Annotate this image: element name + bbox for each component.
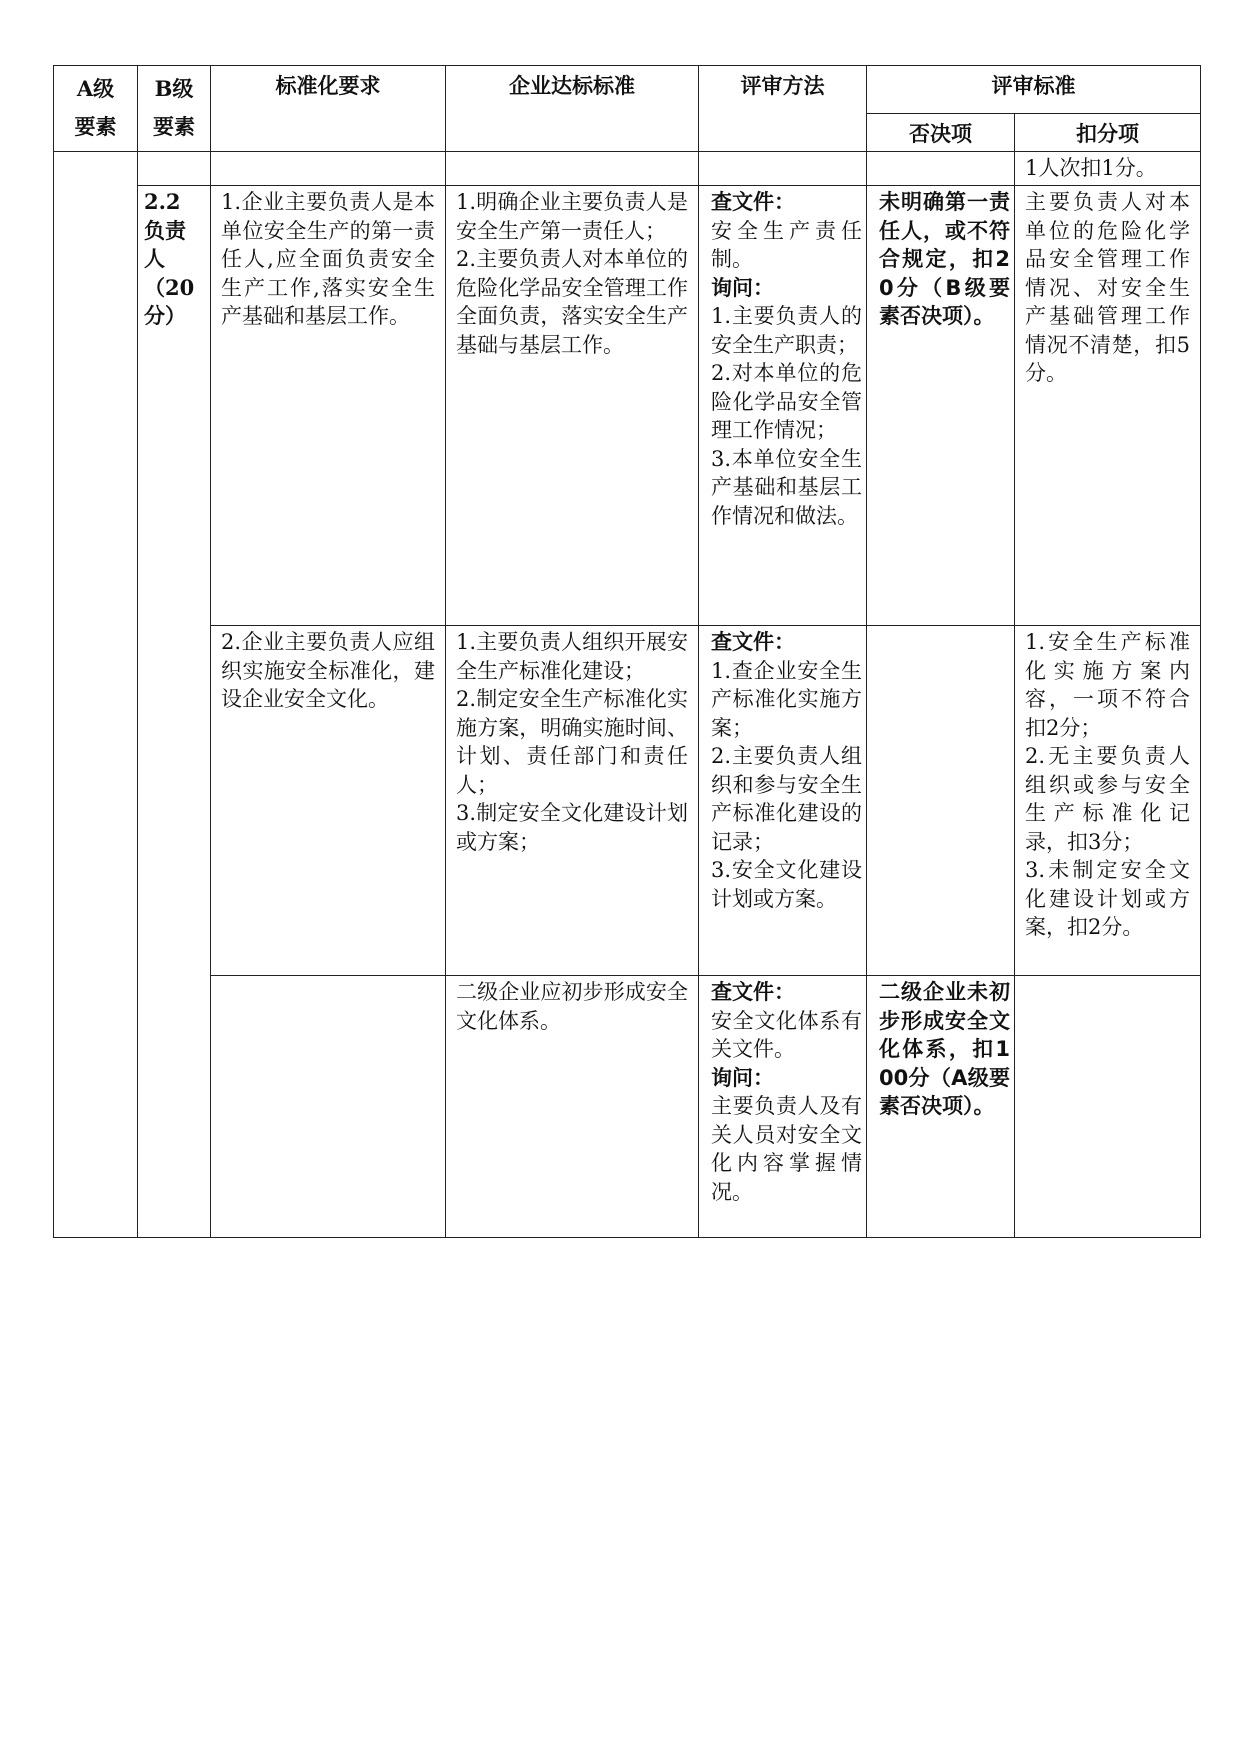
- a-element-cell: [54, 152, 138, 1238]
- r3-method-text: 安全文化体系有关文件。: [711, 1008, 862, 1061]
- r2-deduct-item: 3.未制定安全文化建设计划或方案，扣2分。: [1025, 858, 1190, 939]
- carry-deduct-cell: 1人次扣1分。: [1015, 152, 1201, 186]
- carry-b-cell: [138, 152, 211, 186]
- r3-standard: 二级企业应初步形成安全文化体系。: [446, 976, 699, 1238]
- r3-deduct: [1015, 976, 1201, 1238]
- r1-standard: [446, 186, 699, 626]
- r3-requirement: [211, 976, 446, 1238]
- carry-method-cell: [699, 152, 867, 186]
- header-b-line2: 要素: [153, 114, 195, 139]
- header-a-element: [54, 66, 138, 152]
- r2-method-item: 1.查企业安全生产标准化实施方案；: [711, 658, 862, 740]
- r2-veto: [867, 626, 1015, 976]
- header-veto: 否决项: [867, 114, 1015, 152]
- header-evaluation: 评审标准: [867, 66, 1201, 114]
- r1-requirement: 1.企业主要负责人是本单位安全生产的第一责任人,应全面负责安全生产工作,落实安全生产基础和基层工作。: [211, 186, 446, 626]
- header-standard: 企业达标标准: [446, 66, 699, 152]
- r2-standard-item: 2.制定安全生产标准化实施方案，明确实施时间、计划、责任部门和责任人；: [456, 687, 688, 797]
- r2-method: [699, 626, 867, 976]
- b-element-line: 分）: [144, 303, 186, 328]
- r2-requirement: 2.企业主要负责人应组织实施安全标准化，建设企业安全文化。: [211, 626, 446, 976]
- header-method: 评审方法: [699, 66, 867, 152]
- r2-method-item: 2.主要负责人组织和参与安全生产标准化建设的记录；: [711, 744, 862, 854]
- r3-method-heading: 查文件：: [711, 979, 795, 1004]
- header-b-element: [138, 66, 211, 152]
- r1-standard-item: 2.主要负责人对本单位的危险化学品安全管理工作全面负责，落实安全生产基础与基层工作。: [456, 247, 688, 357]
- carry-req-cell: [211, 152, 446, 186]
- header-b-line1: B级: [154, 76, 194, 101]
- b-element-cell: [138, 186, 211, 1238]
- header-deduct: 扣分项: [1015, 114, 1201, 152]
- header-requirement: 标准化要求: [211, 66, 446, 152]
- r1-standard-item: 1.明确企业主要负责人是安全生产第一责任人；: [456, 190, 688, 243]
- b-element-line: 人: [144, 246, 165, 271]
- r2-deduct-item: 2.无主要负责人组织或参与安全生产标准化记录，扣3分；: [1025, 744, 1190, 854]
- r1-method-item: 3.本单位安全生产基础和基层工作情况和做法。: [711, 446, 862, 528]
- r1-method-item: 1.主要负责人的安全生产职责；: [711, 304, 862, 357]
- r2-method-heading: 查文件：: [711, 629, 795, 654]
- r2-standard: [446, 626, 699, 976]
- r3-method: [699, 976, 867, 1238]
- carry-veto-cell: [867, 152, 1015, 186]
- b-element-line: 负责: [144, 217, 186, 243]
- r2-method-item: 3.安全文化建设计划或方案。: [711, 858, 862, 911]
- b-element-line: （20: [144, 274, 195, 300]
- header-a-line2: 要素: [74, 114, 117, 139]
- r2-deduct-item: 1.安全生产标准化实施方案内容，一项不符合扣2分；: [1025, 630, 1190, 740]
- r2-deduct: [1015, 626, 1201, 976]
- r2-standard-item: 3.制定安全文化建设计划或方案；: [456, 801, 688, 854]
- r2-standard-item: 1.主要负责人组织开展安全生产标准化建设；: [456, 630, 688, 683]
- r3-method-heading: 询问：: [711, 1064, 774, 1090]
- r1-method-heading: 询问：: [711, 274, 774, 300]
- b-element-line: 2.2: [144, 189, 181, 214]
- r1-veto: 未明确第一责任人，或不符合规定，扣20分（B级要素否决项）。: [867, 186, 1015, 626]
- carry-std-cell: [446, 152, 699, 186]
- r1-method-item: 2.对本单位的危险化学品安全管理工作情况；: [711, 361, 862, 442]
- evaluation-table: [53, 65, 1201, 1238]
- r1-method-heading: 查文件：: [711, 189, 795, 214]
- r3-method-text: 主要负责人及有关人员对安全文化内容掌握情况。: [711, 1094, 862, 1204]
- r1-method-text: 安全生产责任制。: [711, 218, 862, 271]
- r3-veto: 二级企业未初步形成安全文化体系，扣100分（A级要素否决项）。: [867, 976, 1015, 1238]
- r1-deduct: 主要负责人对本单位的危险化学品安全管理工作情况、对安全生产基础管理工作情况不清楚，扣5分。: [1015, 186, 1201, 626]
- header-a-line1: A级: [76, 76, 115, 101]
- r1-method: [699, 186, 867, 626]
